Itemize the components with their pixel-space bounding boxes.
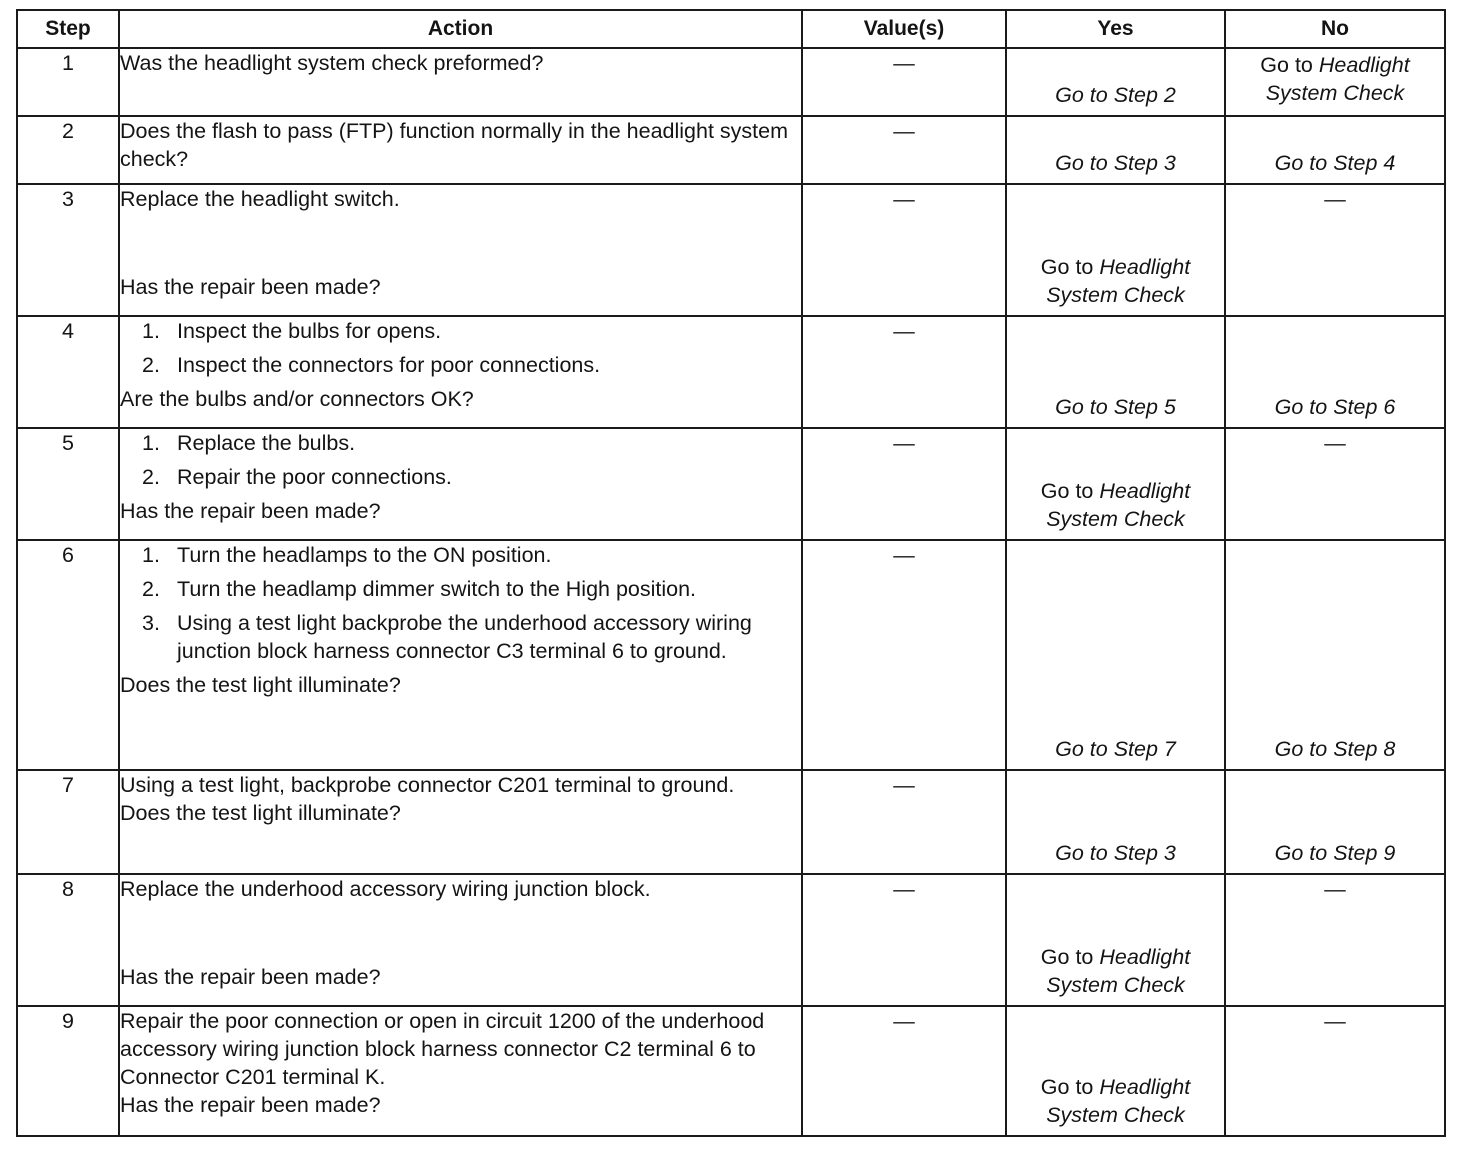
yes-goto: Go to Step 5: [1055, 395, 1176, 419]
yes-goto-prefix: Go to: [1040, 479, 1100, 503]
yes-cell: [1006, 428, 1225, 540]
value-cell: [802, 770, 1006, 874]
no-cell: [1225, 316, 1445, 428]
action-question: Has the repair been made?: [120, 965, 381, 989]
action-question: Does the test light illuminate?: [120, 673, 401, 697]
no-cell: [1225, 48, 1445, 116]
step-number: 9: [17, 1006, 119, 1136]
value-cell: [802, 540, 1006, 770]
yes-goto-link: Headlight System Check: [1046, 1075, 1191, 1127]
list-item: 1. Inspect the bulbs for opens.: [142, 317, 801, 345]
yes-cell: [1006, 316, 1225, 428]
no-dash: —: [1324, 187, 1346, 211]
table-row: [17, 428, 1445, 540]
value-cell: [802, 316, 1006, 428]
action-text: Replace the headlight switch.: [120, 187, 400, 211]
yes-goto-prefix: Go to: [1040, 255, 1100, 279]
list-item-text: Turn the headlamp dimmer switch to the High position.: [177, 577, 697, 601]
header-yes: Yes: [1006, 10, 1225, 48]
no-cell: [1225, 116, 1445, 184]
step-number: 7: [17, 770, 119, 874]
yes-cell: [1006, 874, 1225, 1006]
no-goto: Go to Step 4: [1274, 151, 1396, 175]
step-number: 6: [17, 540, 119, 770]
diagnostic-table-sheet: [16, 9, 1446, 1137]
step-number: 8: [17, 874, 119, 1006]
list-item: 2. Turn the headlamp dimmer switch to the High position.: [142, 575, 801, 603]
step-number: 3: [17, 184, 119, 316]
list-item-text: Turn the headlamps to the ON position.: [177, 543, 552, 567]
no-cell: [1225, 428, 1445, 540]
action-cell: [119, 116, 802, 184]
action-cell: [119, 48, 802, 116]
yes-goto: Go to Step 3: [1055, 151, 1176, 175]
yes-goto-link: Headlight System Check: [1046, 479, 1191, 531]
list-item-text: Using a test light backprobe the underhood accessory wiring junction block harness connector C3 terminal 6 to ground.: [177, 611, 752, 663]
yes-goto: Go to Step 2: [1055, 83, 1176, 107]
list-item: 1. Replace the bulbs.: [142, 429, 801, 457]
yes-goto-link: Headlight System Check: [1046, 945, 1191, 997]
value-dash: —: [893, 119, 915, 143]
header-no: No: [1225, 10, 1445, 48]
yes-goto-prefix: Go to: [1040, 1075, 1100, 1099]
value-cell: [802, 48, 1006, 116]
value-cell: [802, 428, 1006, 540]
value-dash: —: [893, 877, 915, 901]
no-cell: [1225, 540, 1445, 770]
value-dash: —: [893, 1009, 915, 1033]
header-values: Value(s): [802, 10, 1006, 48]
table-row: [17, 184, 1445, 316]
list-item: 2. Repair the poor connections.: [142, 463, 801, 491]
no-goto: Go to Step 9: [1274, 841, 1396, 865]
list-item-text: Inspect the bulbs for opens.: [177, 319, 442, 343]
action-text: Replace the underhood accessory wiring junction block.: [120, 877, 651, 901]
action-cell: [119, 428, 802, 540]
yes-cell: [1006, 540, 1225, 770]
list-item-text: Replace the bulbs.: [177, 431, 356, 455]
table-row: [17, 1006, 1445, 1136]
yes-goto-prefix: Go to: [1040, 945, 1100, 969]
action-steps-list: [120, 317, 801, 379]
yes-cell: [1006, 770, 1225, 874]
action-cell: [119, 1006, 802, 1136]
value-dash: —: [893, 773, 915, 797]
action-text: Does the flash to pass (FTP) function normally in the headlight system check?: [120, 119, 789, 171]
list-item: 1. Turn the headlamps to the ON position.: [142, 541, 801, 569]
no-goto-link: Headlight System Check: [1265, 53, 1410, 105]
value-cell: [802, 116, 1006, 184]
list-item: 3. Using a test light backprobe the underhood accessory wiring junction block harness connector C3 terminal 6 to ground.: [142, 609, 801, 665]
action-steps-list: [120, 541, 801, 665]
no-cell: [1225, 184, 1445, 316]
action-cell: [119, 316, 802, 428]
action-question: Are the bulbs and/or connectors OK?: [120, 387, 474, 411]
action-question: Does the test light illuminate?: [120, 801, 401, 825]
yes-cell: [1006, 184, 1225, 316]
action-text: Was the headlight system check preformed?: [120, 51, 544, 75]
value-cell: [802, 184, 1006, 316]
step-number: 5: [17, 428, 119, 540]
action-cell: [119, 540, 802, 770]
table-row: [17, 874, 1445, 1006]
table-row: [17, 116, 1445, 184]
header-action: Action: [119, 10, 802, 48]
action-cell: [119, 874, 802, 1006]
value-dash: —: [893, 319, 915, 343]
no-goto-prefix: Go to: [1260, 53, 1319, 77]
list-item-text: Inspect the connectors for poor connections.: [177, 353, 601, 377]
table-row: [17, 540, 1445, 770]
list-item-text: Repair the poor connections.: [177, 465, 452, 489]
no-dash: —: [1324, 877, 1346, 901]
table-row: [17, 48, 1445, 116]
yes-cell: [1006, 48, 1225, 116]
action-text: Repair the poor connection or open in circuit 1200 of the underhood accessory wiring junction block harness connector C2 terminal 6 to Connector C201 terminal K.: [120, 1009, 765, 1089]
no-dash: —: [1324, 1009, 1346, 1033]
table-row: [17, 770, 1445, 874]
action-question: Has the repair been made?: [120, 1093, 381, 1117]
no-goto: Go to Step 8: [1274, 737, 1396, 761]
header-row: [17, 10, 1445, 48]
value-dash: —: [893, 187, 915, 211]
step-number: 1: [17, 48, 119, 116]
value-dash: —: [893, 543, 915, 567]
action-cell: [119, 770, 802, 874]
yes-cell: [1006, 116, 1225, 184]
action-steps-list: [120, 429, 801, 491]
header-step: Step: [17, 10, 119, 48]
no-dash: —: [1324, 431, 1346, 455]
action-cell: [119, 184, 802, 316]
value-cell: [802, 1006, 1006, 1136]
value-dash: —: [893, 51, 915, 75]
value-dash: —: [893, 431, 915, 455]
no-goto: Go to Step 6: [1274, 395, 1396, 419]
yes-goto: Go to Step 7: [1055, 737, 1176, 761]
yes-cell: [1006, 1006, 1225, 1136]
action-question: Has the repair been made?: [120, 499, 381, 523]
no-cell: [1225, 1006, 1445, 1136]
step-number: 4: [17, 316, 119, 428]
yes-goto-link: Headlight System Check: [1046, 255, 1191, 307]
action-text: Using a test light, backprobe connector C201 terminal to ground.: [120, 773, 735, 797]
diagnostic-table: [16, 9, 1446, 1137]
no-cell: [1225, 770, 1445, 874]
action-question: Has the repair been made?: [120, 275, 381, 299]
yes-goto: Go to Step 3: [1055, 841, 1176, 865]
no-cell: [1225, 874, 1445, 1006]
value-cell: [802, 874, 1006, 1006]
table-row: [17, 316, 1445, 428]
list-item: 2. Inspect the connectors for poor connections.: [142, 351, 801, 379]
step-number: 2: [17, 116, 119, 184]
